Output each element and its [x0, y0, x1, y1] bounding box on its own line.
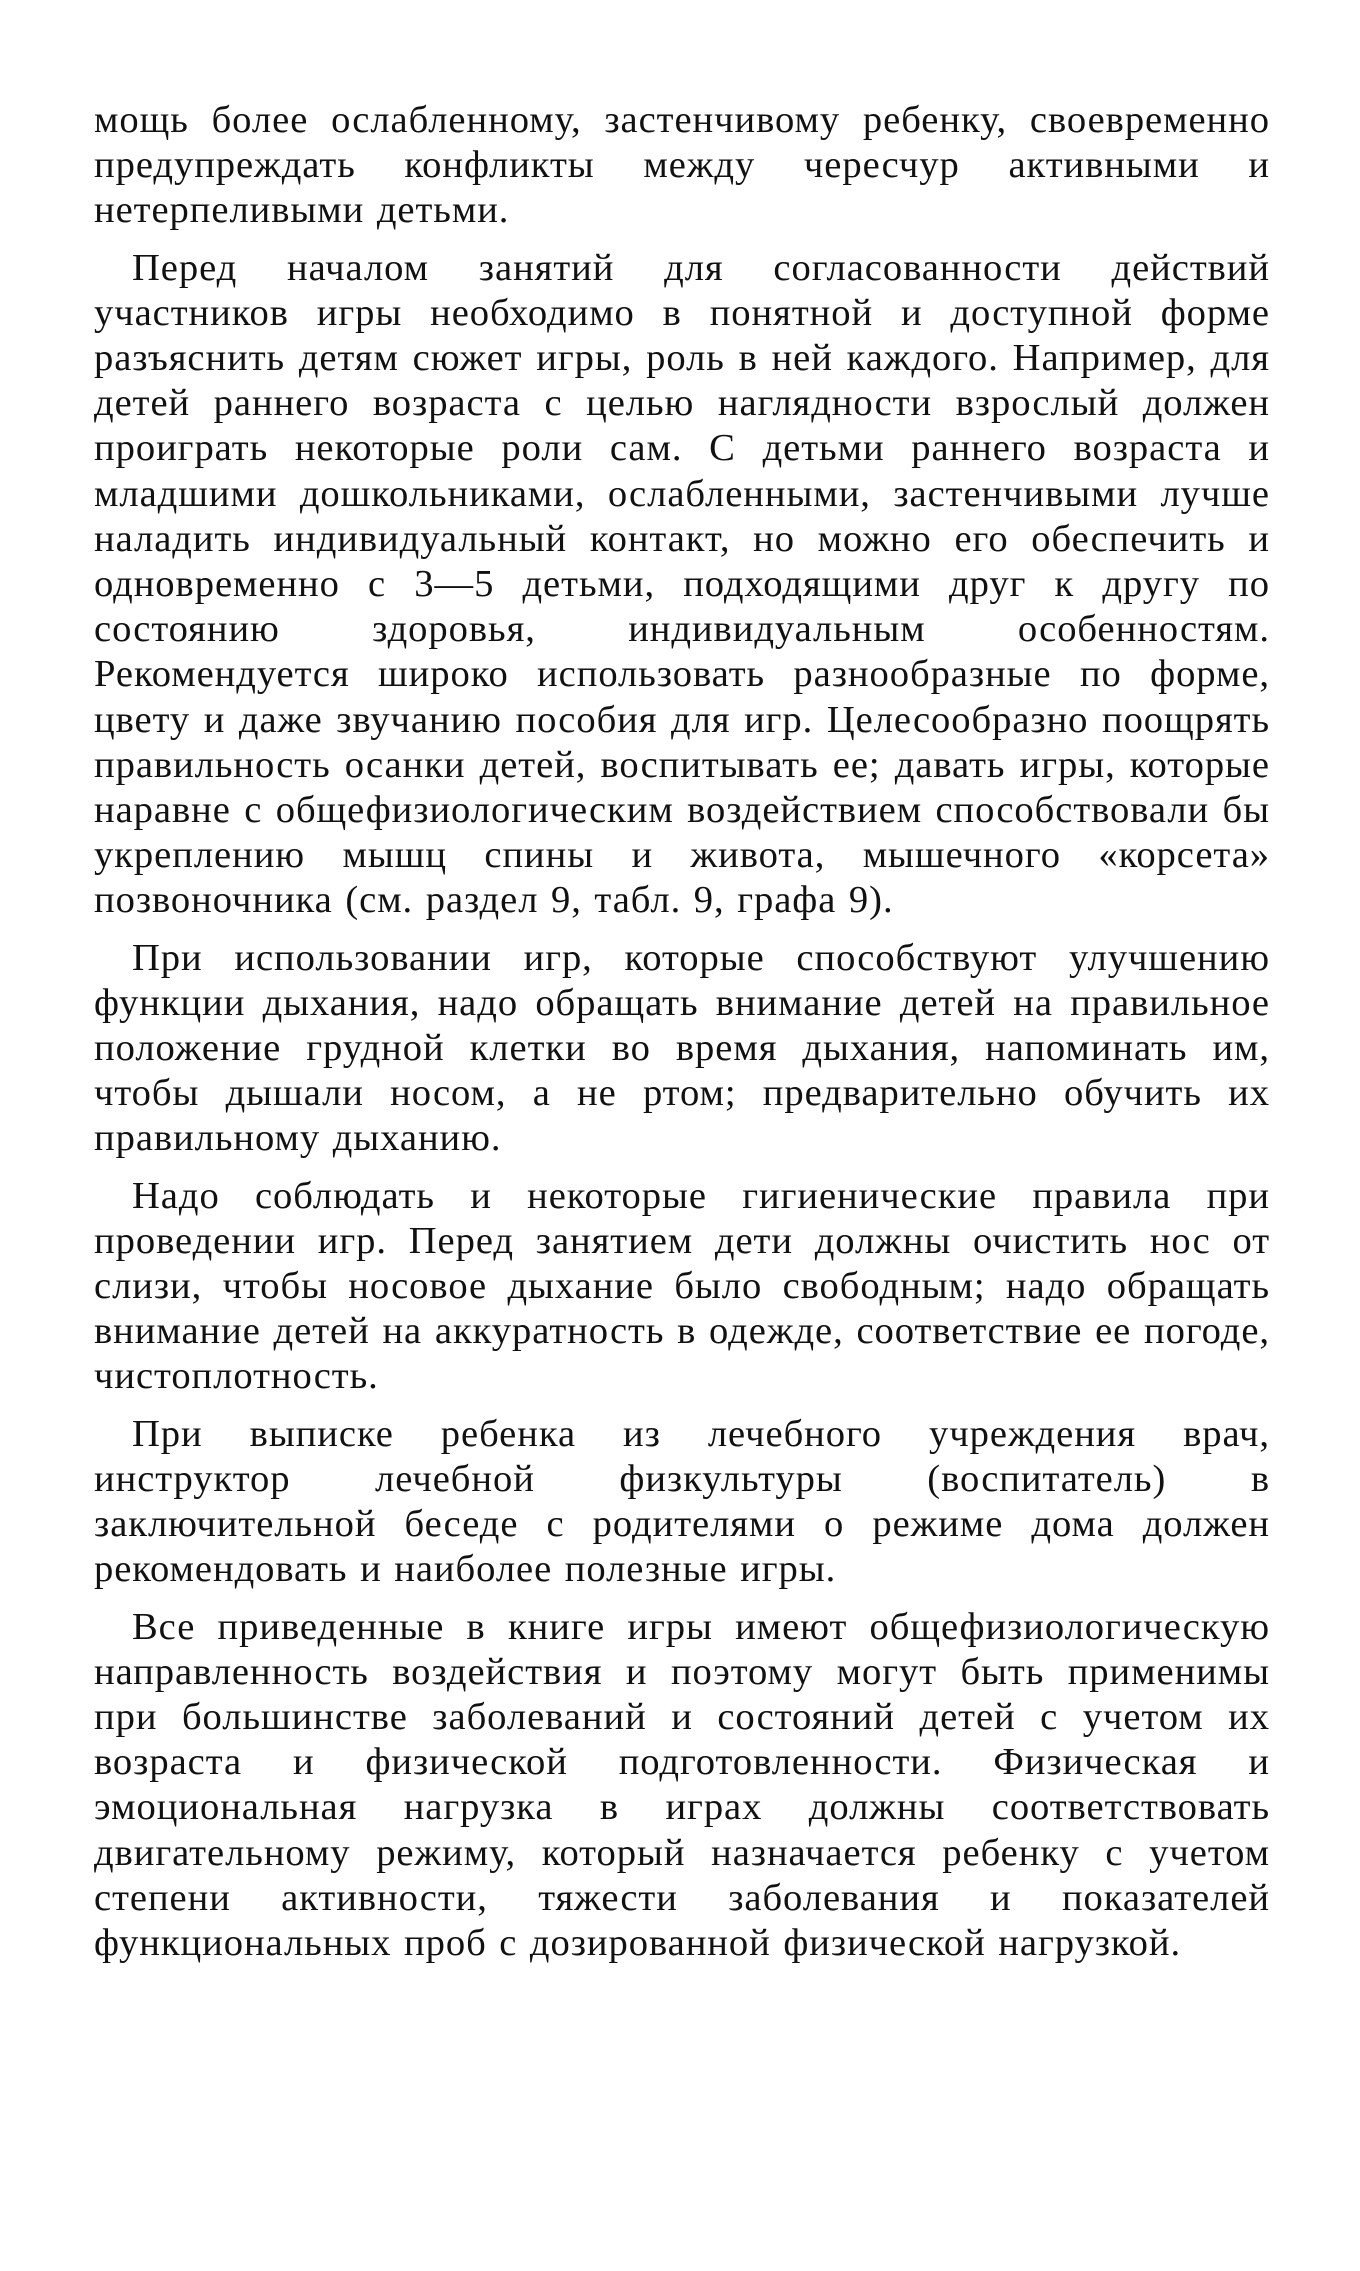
paragraph-game-preparation: Перед началом занятий для согласованности действий участников игры необходимо в понятной и доступной форме разъяснить детям сюжет игры, роль в ней каждого. Например, для детей раннего возраста с целью наглядности взрослый должен проиграть некоторые роли сам. С детьми раннего возраста и младшими дошкольниками, ослабленными, застенчивыми лучше наладить индивидуальный контакт, но можно его обеспечить и одновременно с 3—5 детьми, подходящими друг к другу по состоянию здоровья, индивидуальным особенностям. Рекомендуется широко использовать разнообразные по форме, цвету и даже звучанию пособия для игр. Целесообразно поощрять правильность осанки детей, воспитывать ее; давать игры, которые наравне с общефизиологическим воздействием способствовали бы укреплению мышц спины и живота, мышечного «корсета» позвоночника (см. раздел 9, табл. 9, графа 9).	[94, 246, 1270, 922]
paragraph-discharge: При выписке ребенка из лечебного учреждения врач, инструктор лечебной физкультуры (воспитатель) в заключительной беседе с родителями о режиме дома должен рекомендовать и наиболее полезные игры.	[94, 1412, 1270, 1591]
paragraph-general-games: Все приведенные в книге игры имеют общефизиологическую направленность воздействия и поэтому могут быть применимы при большинстве заболеваний и состояний детей с учетом их возраста и физической подготовленности. Физическая и эмоциональная нагрузка в играх должны соответствовать двигательному режиму, который назначается ребенку с учетом степени активности, тяжести заболевания и показателей функциональных проб с дозированной физической нагрузкой.	[94, 1605, 1270, 1964]
paragraph-breathing: При использовании игр, которые способствуют улучшению функции дыхания, надо обращать внимание детей на правильное положение грудной клетки во время дыхания, напоминать им, чтобы дышали носом, а не ртом; предварительно обучить их правильному дыханию.	[94, 936, 1270, 1160]
paragraph-continuation: мощь более ослабленному, застенчивому ребенку, своевременно предупреждать конфликты между чересчур активными и нетерпеливыми детьми.	[94, 99, 1270, 232]
paragraph-hygiene: Надо соблюдать и некоторые гигиенические правила при проведении игр. Перед занятием дети должны очистить нос от слизи, чтобы носовое дыхание было свободным; надо обращать внимание детей на аккуратность в одежде, соответствие ее погоде, чистоплотность.	[94, 1174, 1270, 1398]
page-text	[94, 98, 1270, 1978]
